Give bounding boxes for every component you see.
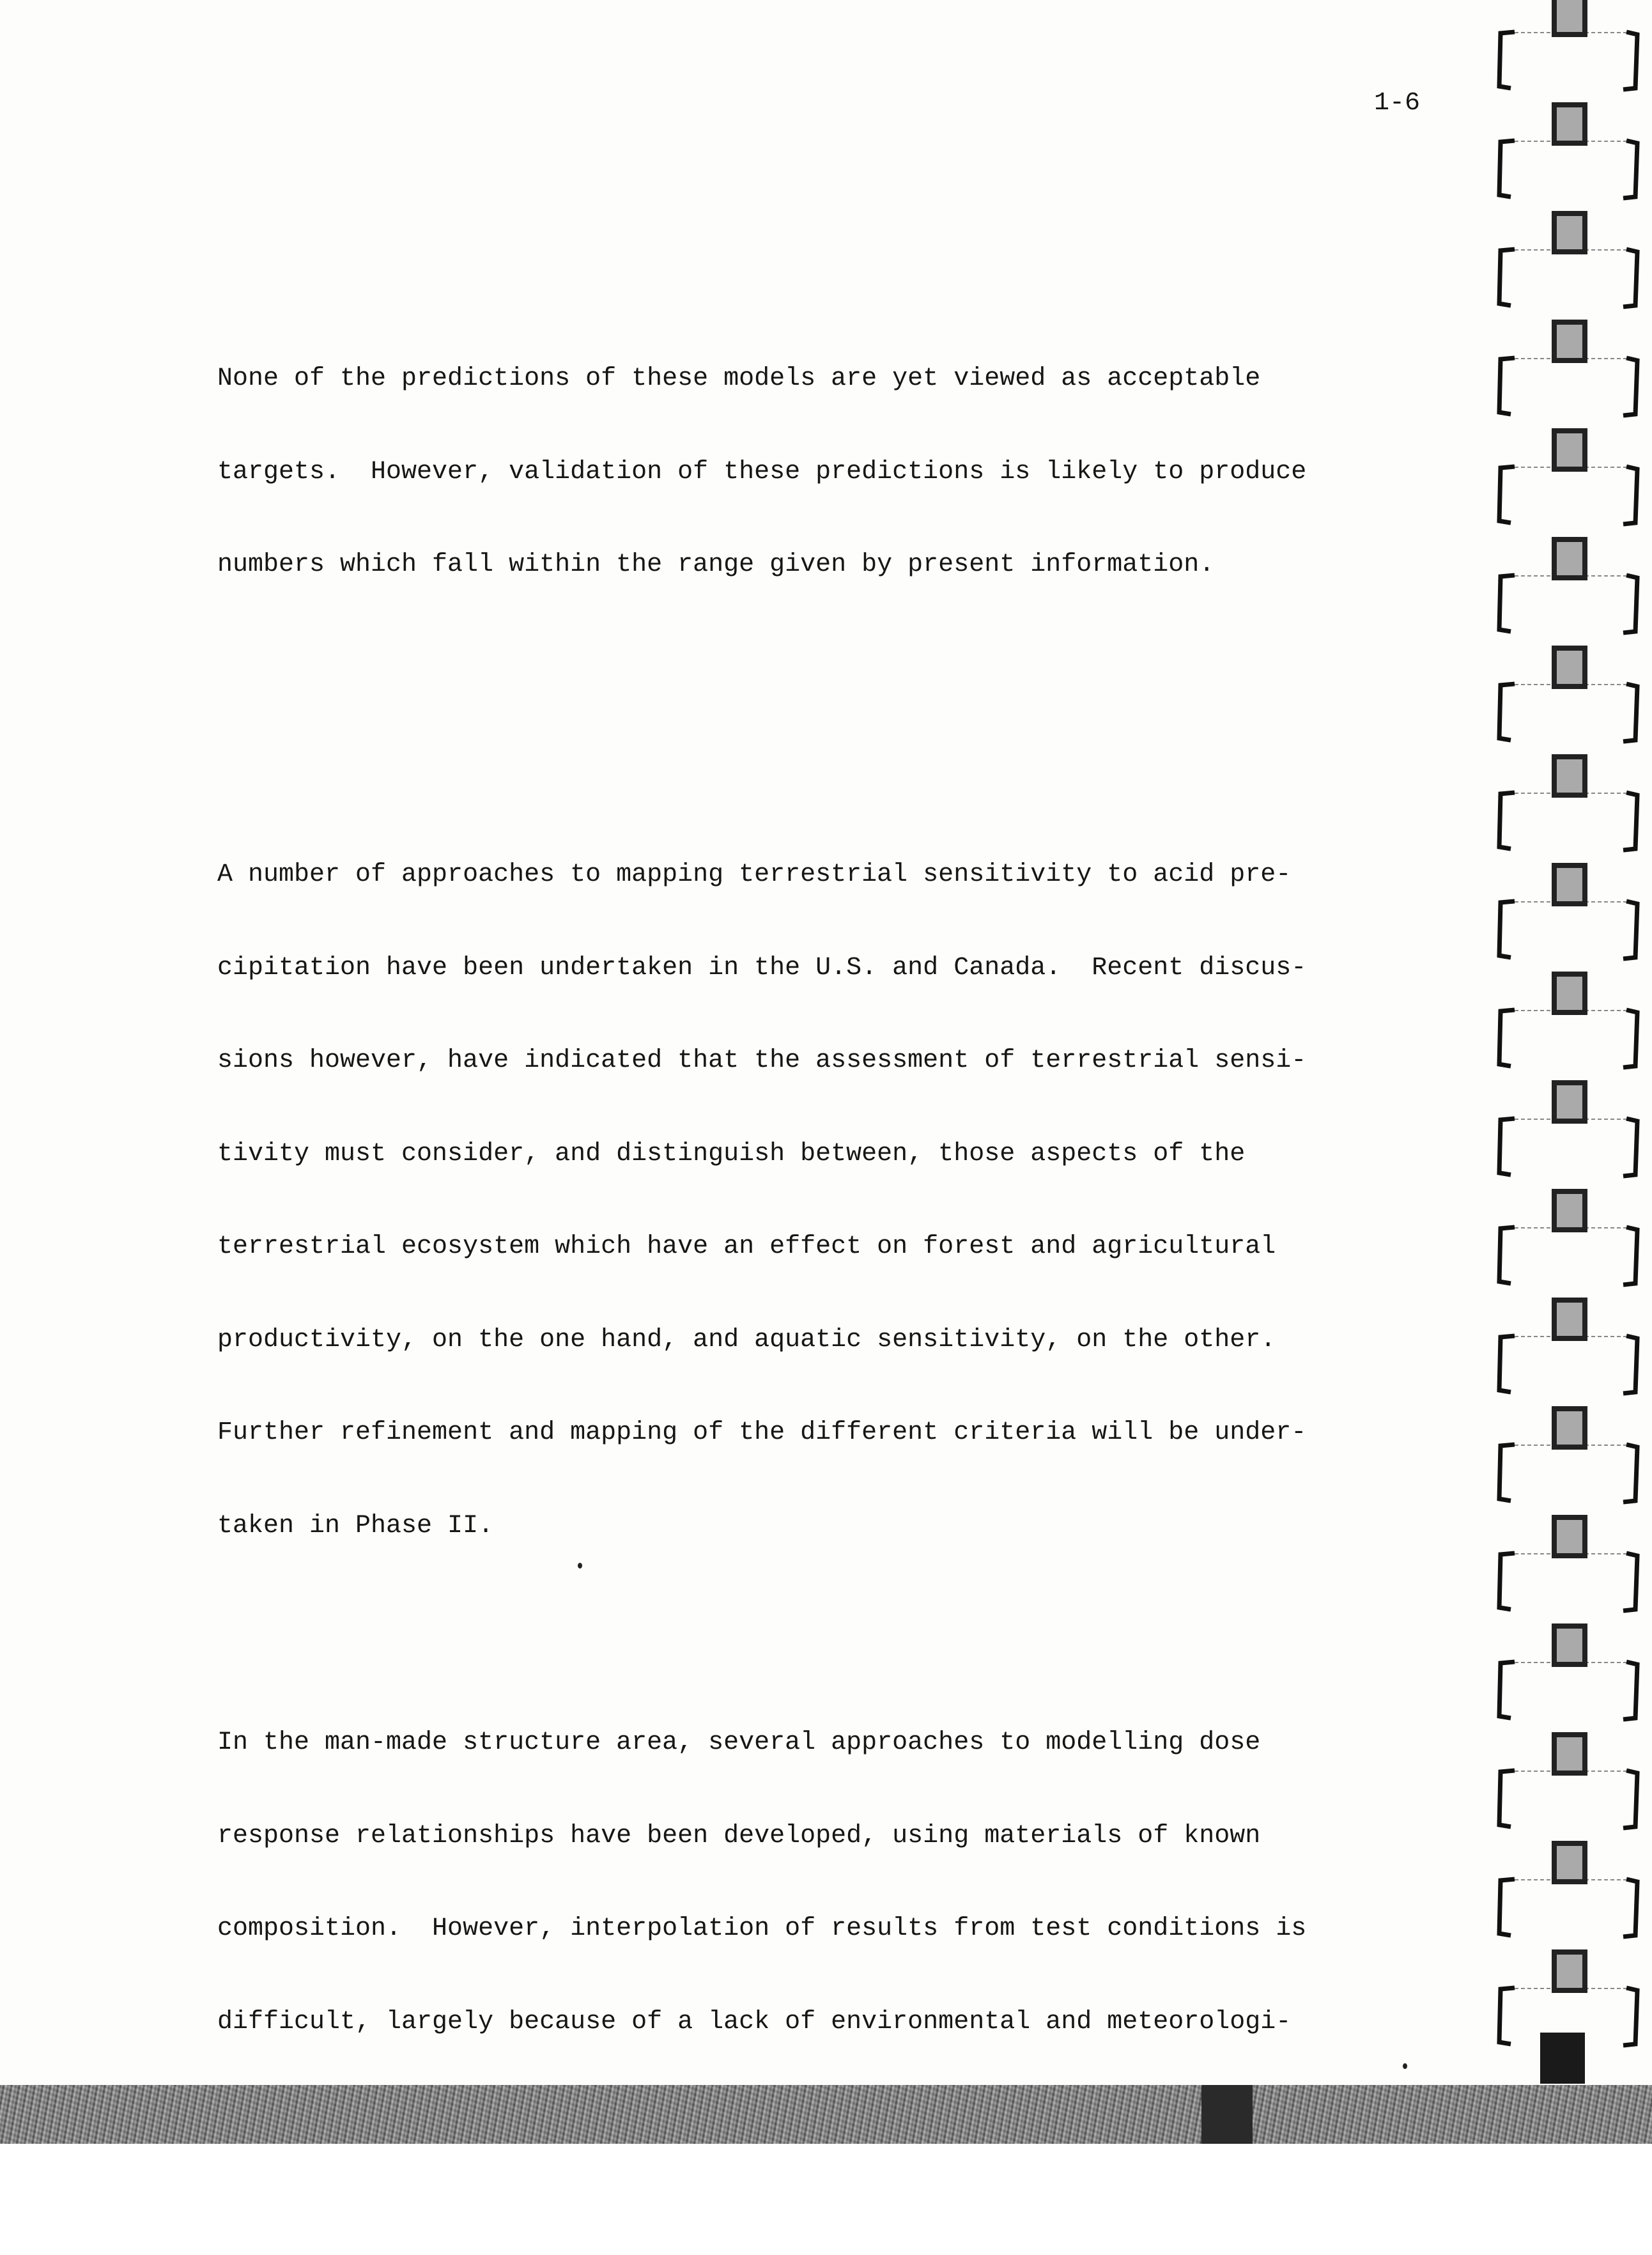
binding-ring (1499, 1298, 1637, 1393)
page-bottom-edge (0, 2085, 1652, 2144)
text-line: Further refinement and mapping of the different criteria will be under- (217, 1418, 1307, 1447)
text-line: composition. However, interpolation of results from test conditions is (217, 1914, 1307, 1943)
text-line: sions however, have indicated that the assessment of terrestrial sensi- (217, 1046, 1307, 1075)
binding-ring (1499, 863, 1637, 959)
text-line: response relationships have been developed, using materials of known (217, 1821, 1261, 1850)
text-line: None of the predictions of these models are yet viewed as acceptable (217, 364, 1261, 393)
page-number: 1-6 (1374, 89, 1421, 118)
text-line: tivity must consider, and distinguish between, those aspects of the (217, 1139, 1246, 1168)
scan-speck (578, 1563, 582, 1569)
text-line: numbers which fall within the range given by present information. (217, 550, 1215, 579)
text-line: targets. However, validation of these predictions is likely to produce (217, 457, 1307, 486)
binding-ring (1499, 537, 1637, 633)
binding-ring (1499, 754, 1637, 850)
scan-speck (1403, 2063, 1407, 2069)
text-line: productivity, on the one hand, and aquatic sensitivity, on the other. (217, 1325, 1276, 1354)
text-line: taken in Phase II. (217, 1511, 494, 1540)
binding-ring (1499, 320, 1637, 415)
binding-ring (1499, 102, 1637, 198)
binding-spine (1540, 2033, 1585, 2084)
binding-ring (1499, 646, 1637, 741)
text-line: In the man-made structure area, several approaches to modelling dose (217, 1728, 1261, 1757)
comb-binding (1495, 0, 1649, 2084)
text-line: terrestrial ecosystem which have an effect on forest and agricultural (217, 1232, 1276, 1261)
binding-ring (1499, 972, 1637, 1067)
binding-ring (1499, 1080, 1637, 1176)
binding-ring (1499, 211, 1637, 307)
binding-ring (1499, 1949, 1637, 2045)
binding-ring (1499, 1406, 1637, 1502)
binding-shadow (1201, 2085, 1253, 2144)
text-line: A number of approaches to mapping terrestrial sensitivity to acid pre- (217, 860, 1292, 889)
binding-ring (1499, 1515, 1637, 1611)
text-line: cipitation have been undertaken in the U.S. and Canada. Recent discus- (217, 953, 1307, 982)
binding-ring (1499, 1623, 1637, 1719)
binding-ring (1499, 1189, 1637, 1285)
body-text (217, 240, 1329, 2255)
binding-ring (1499, 1841, 1637, 1937)
text-line: difficult, largely because of a lack of environmental and meteorologi- (217, 2007, 1292, 2036)
paragraph-gap (217, 705, 1329, 736)
binding-ring (1499, 428, 1637, 524)
binding-ring (1499, 0, 1637, 89)
paragraph-terrestrial-sensitivity (217, 798, 1329, 1604)
binding-ring (1499, 1732, 1637, 1828)
paragraph-model-predictions (217, 302, 1329, 643)
comb-binding-graphic (1495, 0, 1649, 2084)
